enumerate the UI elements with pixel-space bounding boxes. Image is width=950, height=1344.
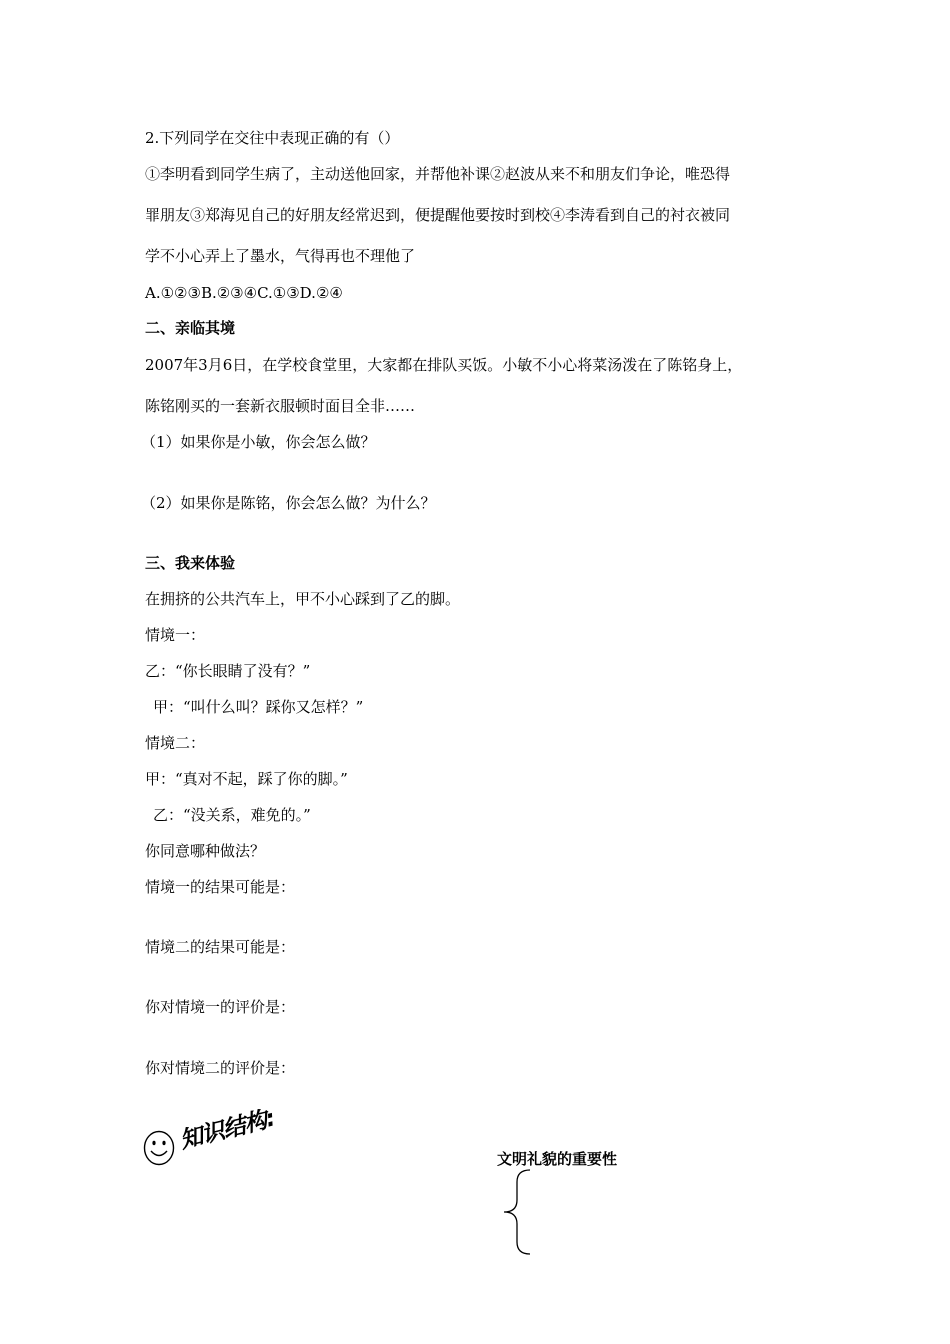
q2-body-line-2: 罪朋友③郑海见自己的好朋友经常迟到，便提醒他要按时到校④李涛看到自己的衬衣被同 [145, 206, 731, 224]
scene2-line-1: 甲：“真对不起，踩了你的脚。” [145, 770, 348, 788]
scene2-evaluation-prompt: 你对情境二的评价是： [145, 1059, 296, 1077]
section3-ask: 你同意哪种做法？ [145, 842, 266, 860]
knowledge-heading: 文明礼貌的重要性 [497, 1150, 618, 1168]
scene1-line-2: 甲：“叫什么叫？踩你又怎样？” [153, 698, 364, 716]
section2-question-2: （2）如果你是陈铭，你会怎么做？为什么？ [141, 494, 436, 512]
scene2-result-prompt: 情境二的结果可能是： [145, 938, 296, 956]
section3-intro: 在拥挤的公共汽车上，甲不小心踩到了乙的脚。 [145, 590, 461, 608]
section2-heading: 二、亲临其境 [145, 319, 236, 337]
scene2-line-2: 乙：“没关系，难免的。” [153, 806, 311, 824]
section3-heading: 三、我来体验 [145, 554, 236, 572]
scene1-evaluation-prompt: 你对情境一的评价是： [145, 998, 296, 1016]
left-brace-icon [500, 1168, 534, 1256]
scene1-result-prompt: 情境一的结果可能是： [145, 878, 296, 896]
smiley-face-icon [143, 1130, 175, 1166]
q2-stem: 2.下列同学在交往中表现正确的有（） [145, 129, 400, 147]
section2-scenario-line-2: 陈铭刚买的一套新衣服顿时面目全非…… [145, 397, 416, 415]
scene2-label: 情境二： [145, 734, 206, 752]
q2-options: A.①②③B.②③④C.①③D.②④ [145, 284, 343, 302]
scene1-label: 情境一： [145, 626, 206, 644]
section2-question-1: （1）如果你是小敏，你会怎么做？ [141, 433, 376, 451]
q2-body-line-3: 学不小心弄上了墨水，气得再也不理他了 [145, 247, 416, 265]
q2-body-line-1: ①李明看到同学生病了，主动送他回家，并帮他补课②赵波从来不和朋友们争论，唯恐得 [145, 165, 731, 183]
knowledge-structure-title: 知识结构: [177, 1105, 278, 1155]
scene1-line-1: 乙：“你长眼睛了没有？” [145, 662, 311, 680]
section2-scenario-line-1: 2007年3月6日，在学校食堂里，大家都在排队买饭。小敏不小心将菜汤泼在了陈铭身上， [145, 356, 743, 374]
